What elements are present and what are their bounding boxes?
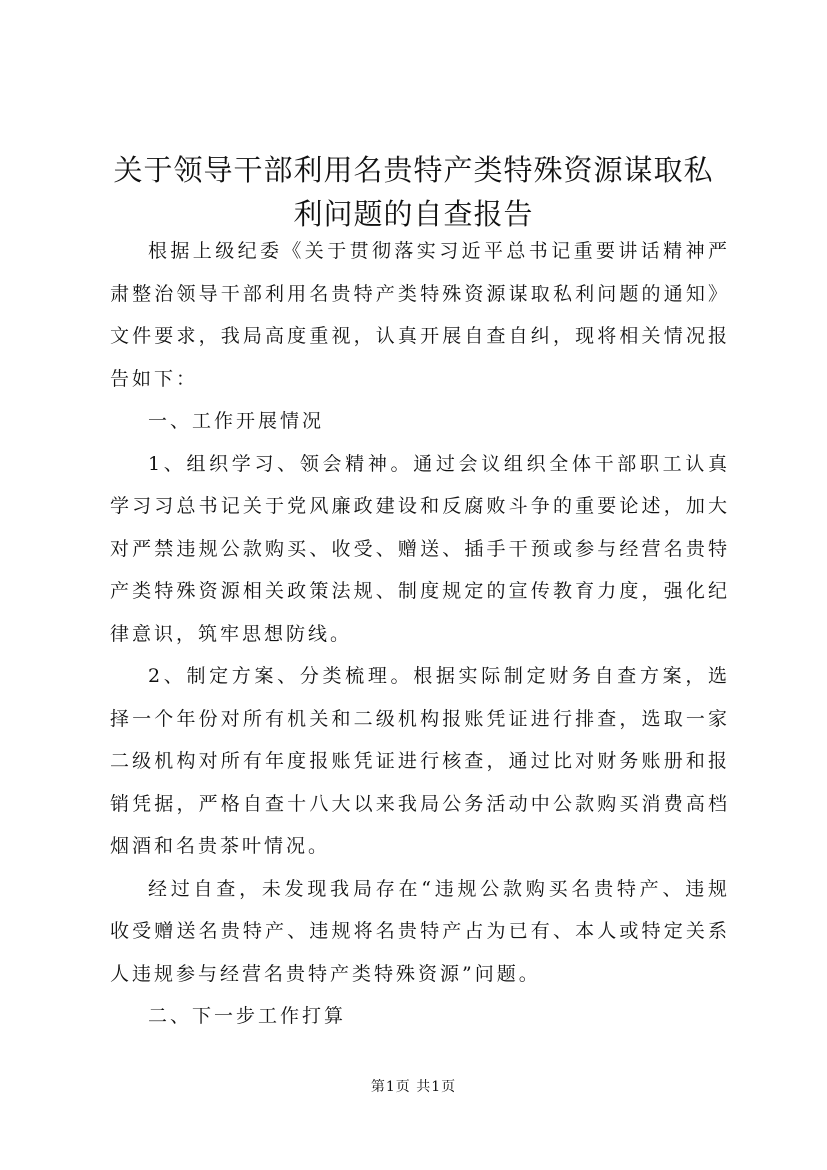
document-title: 关于领导干部利用名贵特产类特殊资源谋取私利问题的自查报告	[113, 153, 714, 231]
section-heading-2: 二、下一步工作打算	[148, 1005, 347, 1027]
document-body	[110, 230, 730, 1038]
paragraph-intro: 根据上级纪委《关于贯彻落实习近平总书记重要讲话精神严肃整治领导干部利用名贵特产类特殊资源谋取私利问题的通知》文件要求，我局高度重视，认真开展自查自纠，现将相关情况报告如下：	[110, 240, 730, 390]
paragraph-item-2: 2、制定方案、分类梳理。根据实际制定财务自查方案，选择一个年份对所有机关和二级机构报账凭证进行排查，选取一家二级机构对所有年度报账凭证进行核查，通过比对财务账册和报销凭据，严格自查十八大以来我局公务活动中公款购买消费高档烟酒和名贵茶叶情况。	[110, 665, 730, 857]
paragraph-conclusion: 经过自查，未发现我局存在“违规公款购买名贵特产、违规收受赠送名贵特产、违规将名贵特产占为已有、本人或特定关系人违规参与经营名贵特产类特殊资源”问题。	[110, 877, 730, 985]
page-footer: 第1页 共1页	[370, 1079, 457, 1095]
section-heading-1: 一、工作开展情况	[148, 410, 325, 432]
paragraph-item-1: 1、组织学习、领会精神。通过会议组织全体干部职工认真学习习总书记关于党风廉政建设和反腐败斗争的重要论述，加大对严禁违规公款购买、收受、赠送、插手干预或参与经营名贵特产类特殊资源相关政策法规、制度规定的宣传教育力度，强化纪律意识，筑牢思想防线。	[110, 452, 730, 645]
